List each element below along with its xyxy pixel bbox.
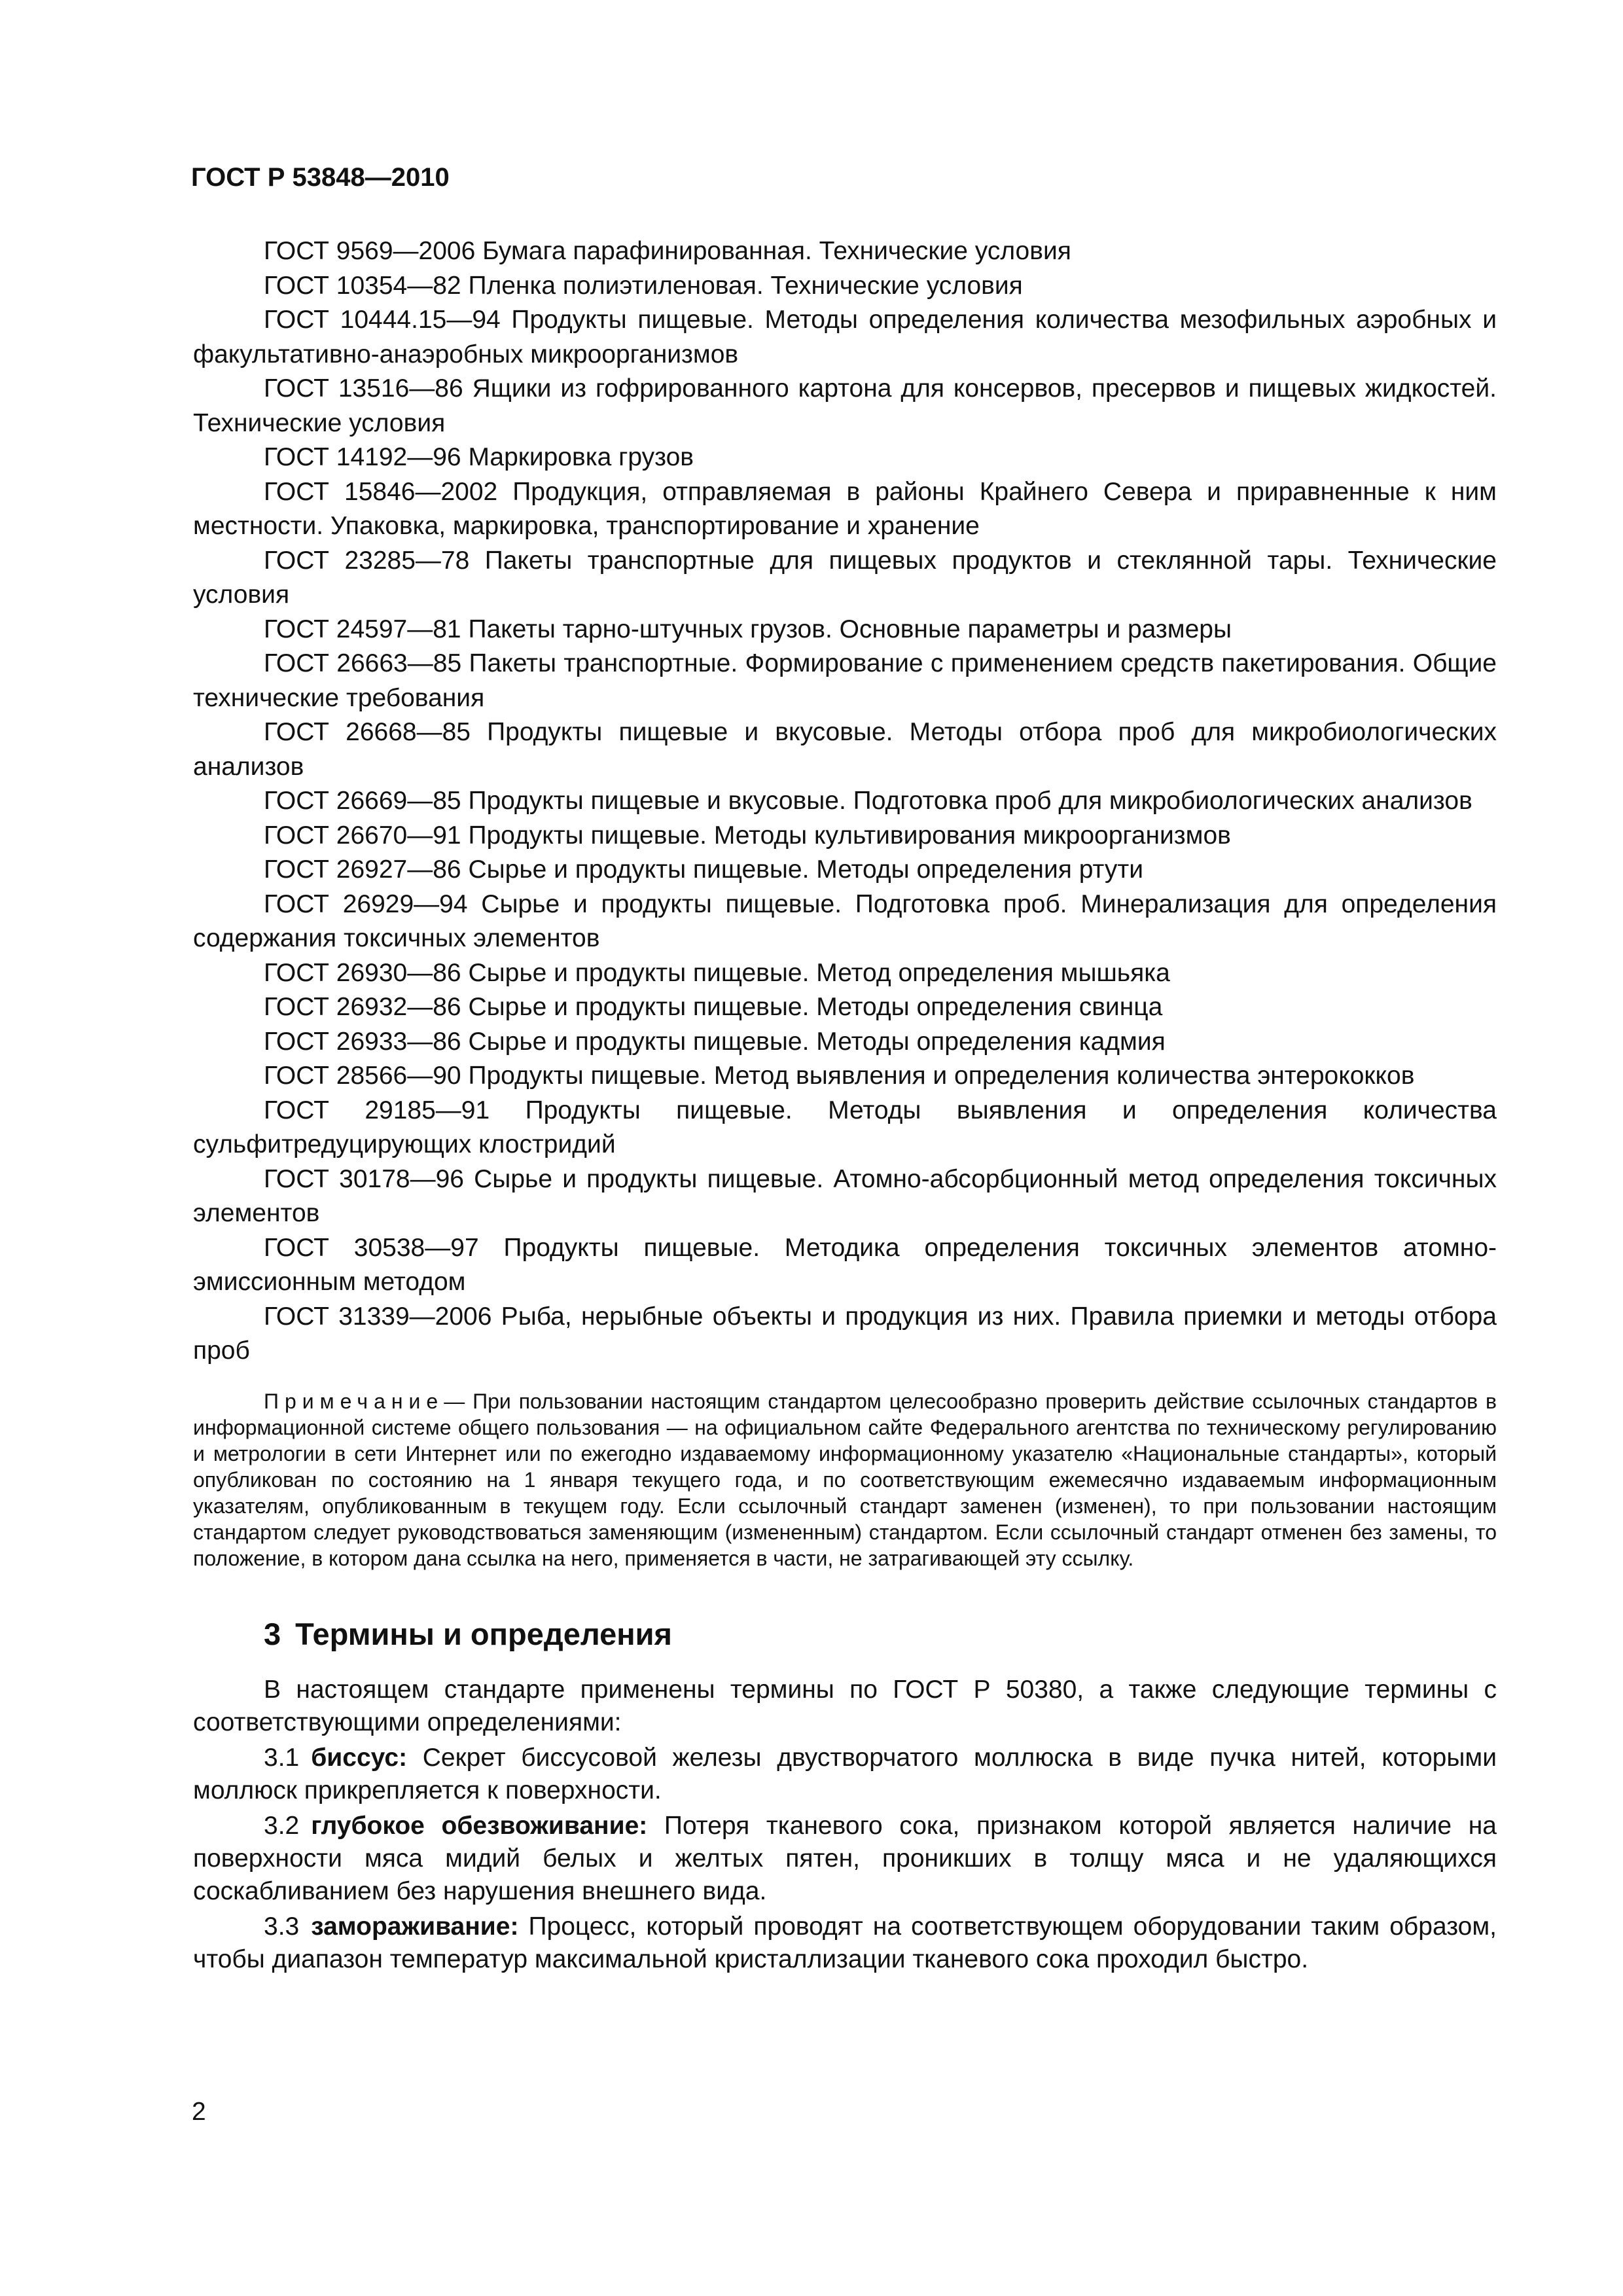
reference-item: ГОСТ 10354—82 Пленка полиэтиленовая. Технические условия	[264, 271, 1023, 300]
reference-item: ГОСТ 9569—2006 Бумага парафинированная. Технические условия	[264, 237, 1071, 265]
reference-item: ГОСТ 26927—86 Сырье и продукты пищевые. Методы определения ртути	[264, 855, 1143, 884]
reference-item: ГОСТ 26932—86 Сырье и продукты пищевые. Методы определения свинца	[264, 993, 1163, 1021]
reference-item: ГОСТ 26670—91 Продукты пищевые. Методы культивирования микроорганизмов	[264, 821, 1231, 850]
term-name: глубокое обезвоживание:	[311, 1811, 648, 1840]
section-intro: В настоящем стандарте применены термины по ГОСТ Р 50380, а также следующие термины с соответствующими определениями:	[193, 1675, 1497, 1736]
reference-item: ГОСТ 26669—85 Продукты пищевые и вкусовые. Подготовка проб для микробиологических анализов	[264, 787, 1472, 815]
note-label: Примечание	[264, 1389, 444, 1413]
document-header-id: ГОСТ Р 53848—2010	[191, 163, 450, 192]
reference-item: ГОСТ 31339—2006 Рыба, нерыбные объекты и продукция из них. Правила приемки и методы отбора проб	[193, 1302, 1497, 1365]
page-number: 2	[192, 2098, 206, 2126]
reference-item: ГОСТ 29185—91 Продукты пищевые. Методы выявления и определения количества сульфитредуцирующих клостридий	[193, 1096, 1497, 1158]
reference-item: ГОСТ 30178—96 Сырье и продукты пищевые. Атомно-абсорбционный метод определения токсичных элементов	[193, 1164, 1497, 1227]
reference-item: ГОСТ 14192—96 Маркировка грузов	[264, 443, 694, 471]
term-definition	[193, 1810, 1497, 1908]
reference-item: ГОСТ 26668—85 Продукты пищевые и вкусовые. Методы отбора проб для микробиологических анализов	[193, 718, 1497, 781]
reference-item: ГОСТ 10444.15—94 Продукты пищевые. Методы определения количества мезофильных аэробных и факультативно-анаэробных микроорганизмов	[193, 306, 1497, 368]
reference-item: ГОСТ 26933—86 Сырье и продукты пищевые. Методы определения кадмия	[264, 1027, 1166, 1056]
term-number: 3.2	[264, 1811, 300, 1840]
note-text: — При пользовании настоящим стандартом целесообразно проверить действие ссылочных стандартов в информационной системе общего пользования — на официальном сайте Федерального агентства по техническому регулированию и метрологии в сети Интернет или по ежегодно издаваемому информационному указателю «Национальные стандарты», который опубликован по состоянию на 1 января текущего года, и по соответствующим ежемесячно издаваемым информационным указателям, опубликованным в текущем году. Если ссылочный стандарт заменен (изменен), то при пользовании настоящим стандартом следует руководствоваться заменяющим (измененным) стандартом. Если ссылочный стандарт отменен без замены, то положение, в котором дана ссылка на него, применяется в части, не затрагивающей эту ссылку.	[193, 1389, 1497, 1570]
reference-item: ГОСТ 23285—78 Пакеты транспортные для пищевых продуктов и стеклянной тары. Технические условия	[193, 546, 1497, 609]
term-number: 3.1	[264, 1743, 300, 1772]
reference-item: ГОСТ 30538—97 Продукты пищевые. Методика определения токсичных элементов атомно-эмиссионным методом	[193, 1233, 1497, 1296]
note-paragraph	[193, 1388, 1497, 1571]
section-number: 3	[264, 1616, 281, 1651]
reference-item: ГОСТ 13516—86 Ящики из гофрированного картона для консервов, пресервов и пищевых жидкостей. Технические условия	[193, 374, 1497, 437]
references-list	[193, 234, 1497, 1369]
section-heading	[193, 1615, 1497, 1654]
term-text: Потеря тканевого сока, признаком которой является наличие на поверхности мяса мидий белых и желтых пятен, проникших в толщу мяса и не удаляющихся соскабливанием без нарушения внешнего вида.	[193, 1811, 1497, 1905]
term-number: 3.3	[264, 1912, 300, 1941]
reference-item: ГОСТ 24597—81 Пакеты тарно-штучных грузов. Основные параметры и размеры	[264, 615, 1232, 643]
term-definition	[193, 1910, 1497, 1976]
term-name: биссус:	[311, 1743, 408, 1772]
section-title: Термины и определения	[295, 1616, 672, 1651]
reference-item: ГОСТ 26663—85 Пакеты транспортные. Формирование с применением средств пакетирования. Общие технические требования	[193, 649, 1497, 712]
reference-item: ГОСТ 15846—2002 Продукция, отправляемая в районы Крайнего Севера и приравненные к ним местности. Упаковка, маркировка, транспортирование и хранение	[193, 477, 1497, 540]
reference-item: ГОСТ 26930—86 Сырье и продукты пищевые. Метод определения мышьяка	[264, 958, 1170, 987]
term-text: Процесс, который проводят на соответствующем оборудовании таким образом, чтобы диапазон температур максимальной кристаллизации тканевого сока проходил быстро.	[193, 1912, 1497, 1973]
term-name: замораживание:	[311, 1912, 519, 1941]
reference-item: ГОСТ 28566—90 Продукты пищевые. Метод выявления и определения количества энтерококков	[264, 1062, 1415, 1090]
term-definition	[193, 1742, 1497, 1807]
page-content	[193, 234, 1497, 1979]
term-text: Секрет биссусовой железы двустворчатого моллюска в виде пучка нитей, которыми моллюск прикрепляется к поверхности.	[193, 1743, 1497, 1804]
reference-item: ГОСТ 26929—94 Сырье и продукты пищевые. Подготовка проб. Минерализация для определения содержания токсичных элементов	[193, 889, 1497, 952]
